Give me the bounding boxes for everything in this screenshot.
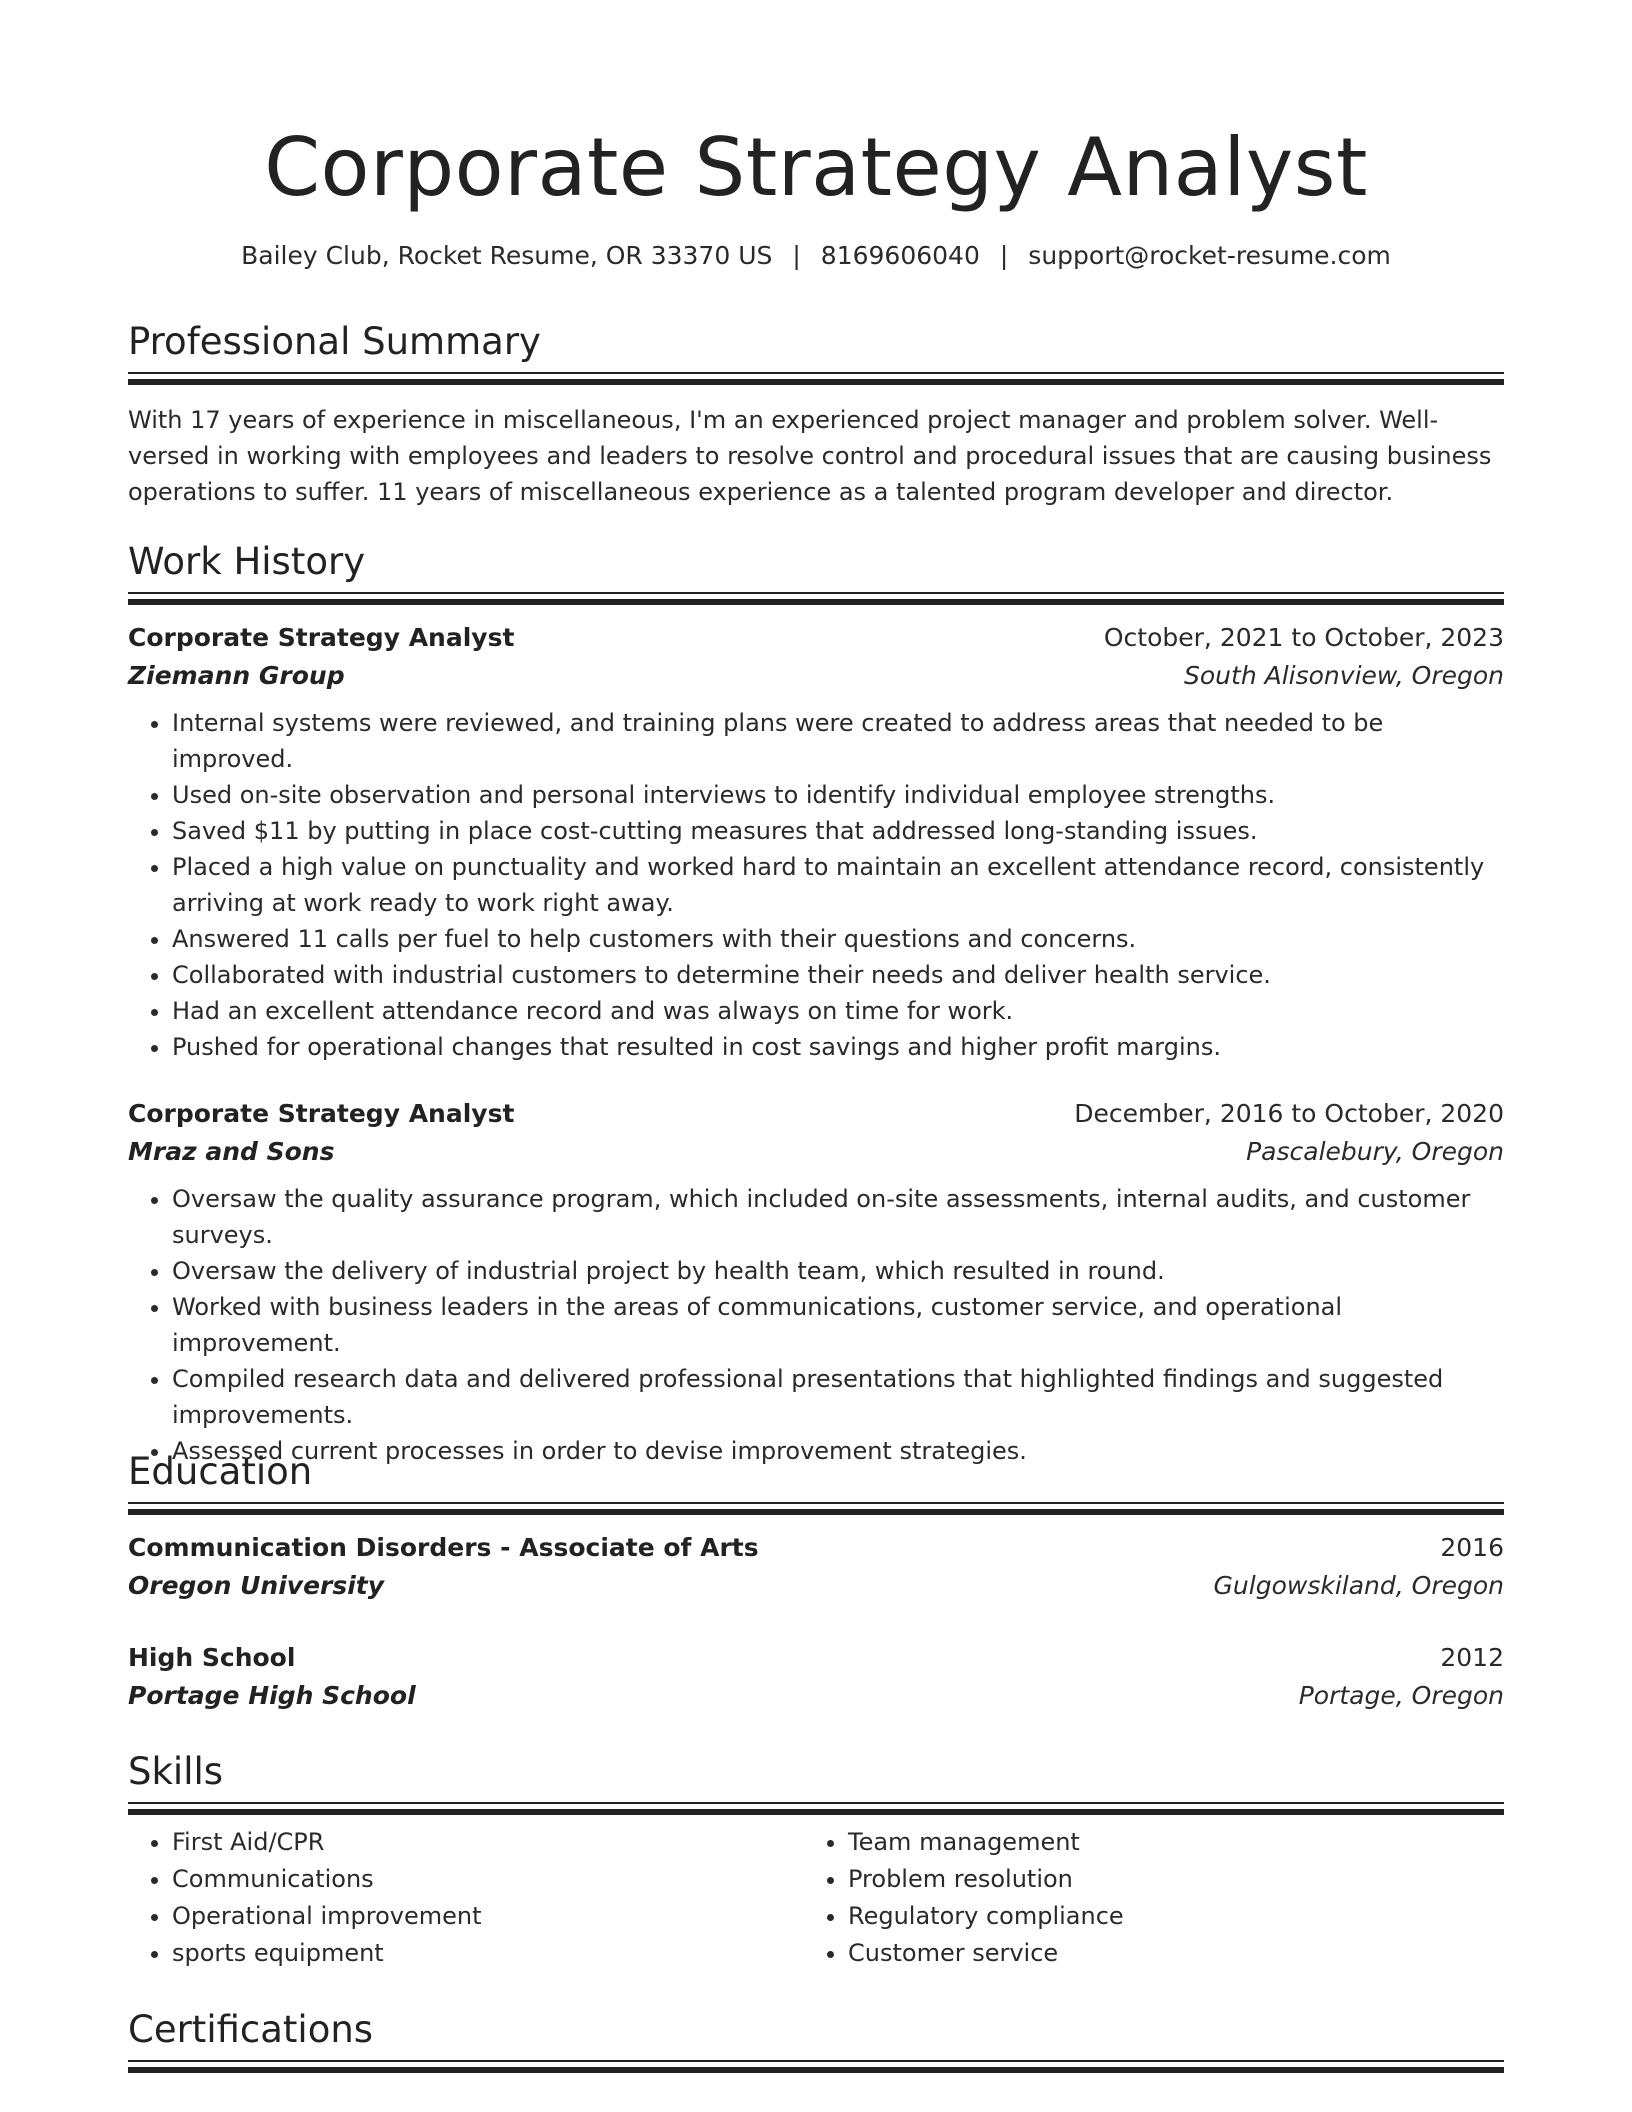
job-dates: December, 2016 to October, 2020 bbox=[1074, 1099, 1504, 1128]
section-heading: Work History bbox=[128, 540, 366, 583]
contact-separator: | bbox=[792, 241, 801, 270]
section-heading: Education bbox=[128, 1450, 313, 1493]
skills-column-right bbox=[804, 1824, 1480, 1972]
list-item: • Answered 11 calls per fuel to help customers with their questions and concerns. bbox=[172, 921, 1504, 957]
list-item: • Placed a high value on punctuality and worked hard to maintain an excellent attendance record, consistently arriving at work ready to work right away. bbox=[172, 849, 1504, 921]
skills-section bbox=[128, 1748, 1504, 1972]
list-item: • Pushed for operational changes that resulted in cost savings and higher profit margins. bbox=[172, 1029, 1504, 1065]
summary-text: With 17 years of experience in miscellaneous, I'm an experienced project manager and problem solver. Well-versed in working with employees and leaders to resolve control and procedural issues that are causing business operations to suffer. 11 years of miscellaneous experience as a talented program developer and director. bbox=[128, 406, 1492, 506]
job-company: Ziemann Group bbox=[128, 661, 345, 690]
resume-title: Corporate Strategy Analyst bbox=[264, 121, 1368, 214]
list-item: • Used on-site observation and personal interviews to identify individual employee strengths. bbox=[172, 777, 1504, 813]
list-item: • Worked with business leaders in the areas of communications, customer service, and operational improvement. bbox=[172, 1289, 1504, 1361]
section-divider bbox=[128, 2060, 1504, 2074]
school-location: Portage, Oregon bbox=[1298, 1681, 1504, 1710]
list-item: • Oversaw the quality assurance program, which included on-site assessments, internal audits, and customer surveys. bbox=[172, 1181, 1504, 1253]
section-divider bbox=[128, 592, 1504, 606]
list-item: • Internal systems were reviewed, and training plans were created to address areas that needed to be improved. bbox=[172, 705, 1504, 777]
section-heading: Certifications bbox=[128, 2008, 374, 2051]
job-title: Corporate Strategy Analyst bbox=[128, 1099, 515, 1128]
work-history-section bbox=[128, 538, 1504, 1469]
job-location: South Alisonview, Oregon bbox=[1184, 661, 1504, 690]
list-item: • Oversaw the delivery of industrial project by health team, which resulted in round. bbox=[172, 1253, 1504, 1289]
skill-item: • Operational improvement bbox=[172, 1898, 804, 1935]
degree-name: Communication Disorders - Associate of Arts bbox=[128, 1533, 759, 1562]
school-name: Portage High School bbox=[128, 1681, 416, 1710]
skill-item: • Problem resolution bbox=[848, 1861, 1480, 1898]
job-entry bbox=[128, 619, 1504, 1065]
skill-item: • First Aid/CPR bbox=[172, 1824, 804, 1861]
contact-line bbox=[128, 238, 1504, 274]
skills-column-left bbox=[128, 1824, 804, 1972]
contact-separator: | bbox=[999, 241, 1009, 270]
list-item: • Saved $11 by putting in place cost-cutting measures that addressed long-standing issues. bbox=[172, 813, 1504, 849]
school-name: Oregon University bbox=[128, 1571, 385, 1600]
degree-name: High School bbox=[128, 1643, 296, 1672]
education-entry bbox=[128, 1639, 1504, 1715]
job-location: Pascalebury, Oregon bbox=[1246, 1137, 1504, 1166]
education-section bbox=[128, 1448, 1504, 1715]
job-title: Corporate Strategy Analyst bbox=[128, 623, 515, 652]
skill-item: • Customer service bbox=[848, 1935, 1480, 1972]
job-entry bbox=[128, 1095, 1504, 1469]
contact-email: support@rocket-resume.com bbox=[1028, 241, 1391, 270]
list-item: • Assessed current processes in order to devise improvement strategies. bbox=[172, 1433, 1504, 1469]
contact-address: Bailey Club, Rocket Resume, OR 33370 US bbox=[241, 241, 773, 270]
graduation-year: 2016 bbox=[1440, 1533, 1504, 1562]
job-bullets bbox=[128, 1181, 1504, 1469]
job-dates: October, 2021 to October, 2023 bbox=[1103, 623, 1504, 652]
contact-phone: 8169606040 bbox=[820, 241, 980, 270]
skill-item: • sports equipment bbox=[172, 1935, 804, 1972]
graduation-year: 2012 bbox=[1440, 1643, 1504, 1672]
job-bullets bbox=[128, 705, 1504, 1065]
list-item: • Had an excellent attendance record and was always on time for work. bbox=[172, 993, 1504, 1029]
list-item: • Compiled research data and delivered professional presentations that highlighted findings and suggested improvements. bbox=[172, 1361, 1504, 1433]
summary-section bbox=[128, 318, 1504, 510]
list-item: • Collaborated with industrial customers to determine their needs and deliver health service. bbox=[172, 957, 1504, 993]
section-divider bbox=[128, 372, 1504, 386]
education-entry bbox=[128, 1529, 1504, 1605]
section-divider bbox=[128, 1802, 1504, 1816]
section-heading: Professional Summary bbox=[128, 320, 541, 363]
skill-item: • Regulatory compliance bbox=[848, 1898, 1480, 1935]
section-divider bbox=[128, 1502, 1504, 1516]
skill-item: • Team management bbox=[848, 1824, 1480, 1861]
skill-item: • Communications bbox=[172, 1861, 804, 1898]
section-heading: Skills bbox=[128, 1750, 224, 1793]
skills-columns bbox=[128, 1824, 1504, 1972]
certifications-section bbox=[128, 2006, 1504, 2074]
job-company: Mraz and Sons bbox=[128, 1137, 335, 1166]
school-location: Gulgowskiland, Oregon bbox=[1213, 1571, 1504, 1600]
